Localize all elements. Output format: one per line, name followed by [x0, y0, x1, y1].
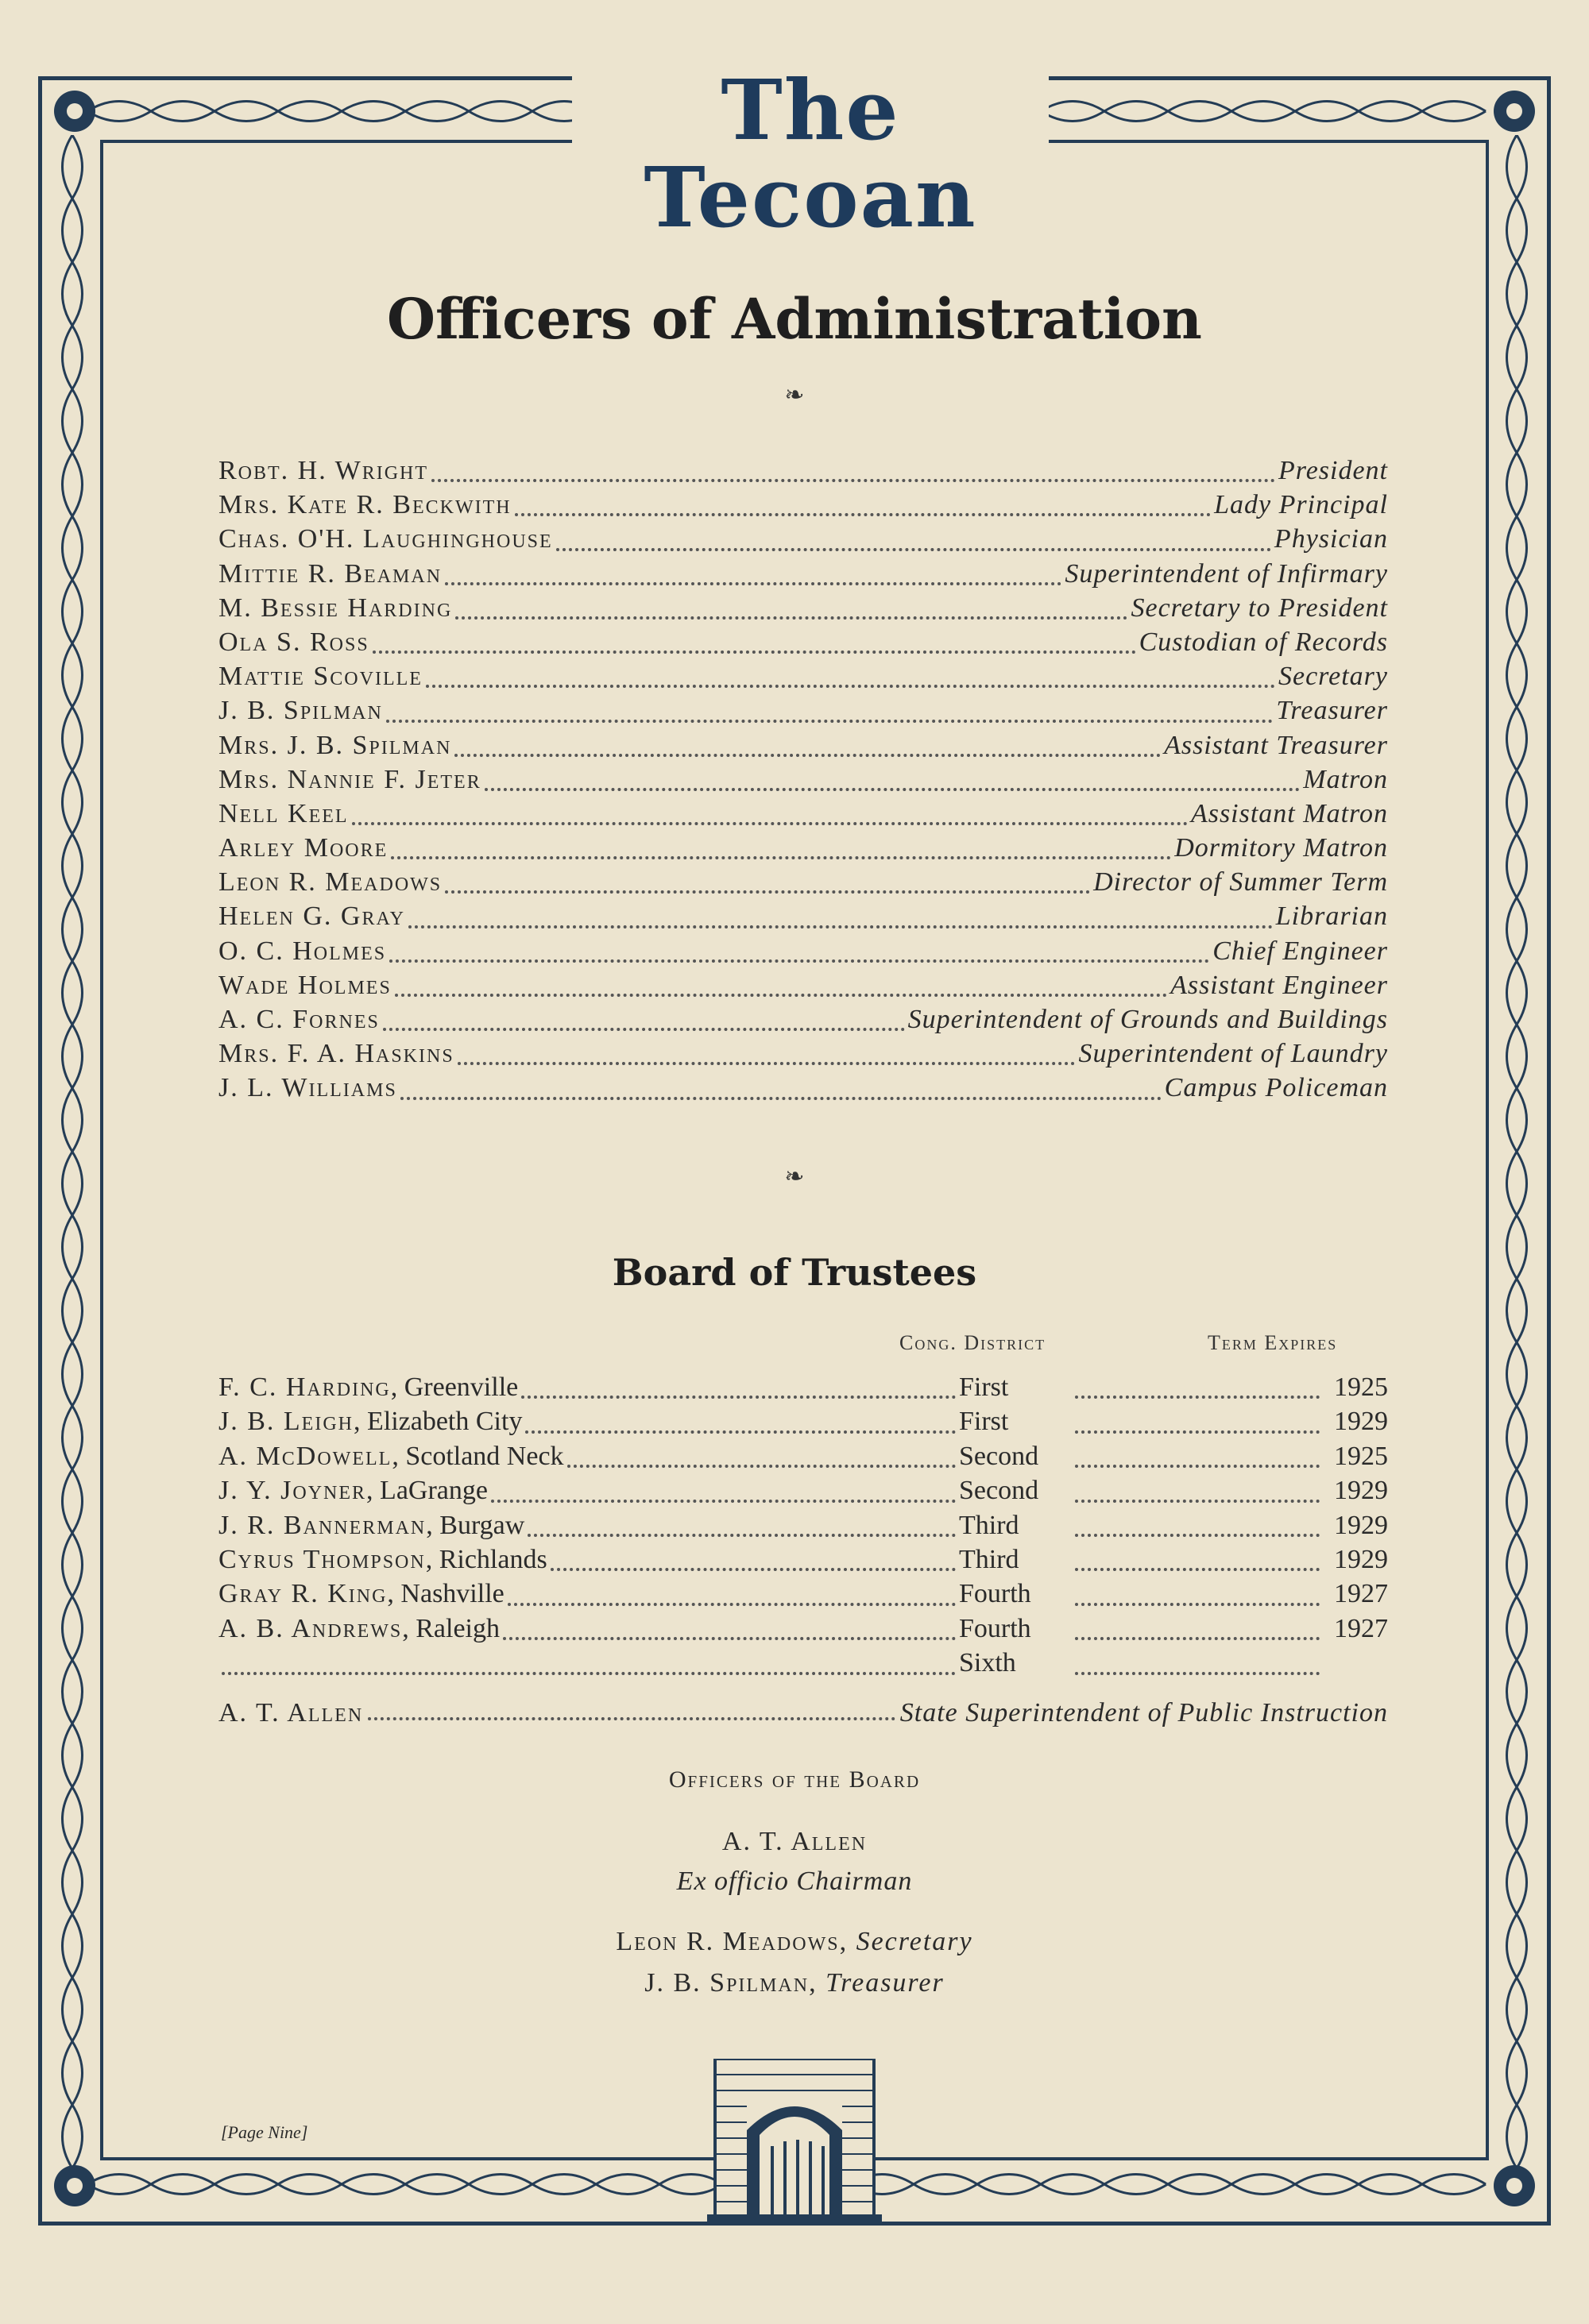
- officer-title: Physician: [1274, 524, 1388, 554]
- dot-leader: [1075, 1634, 1320, 1640]
- officer-name: M. Bessie Harding: [218, 593, 453, 623]
- trustee-place: , Burgaw: [426, 1510, 525, 1540]
- officer-row: [218, 662, 1388, 696]
- dot-leader: [1075, 1565, 1320, 1571]
- officer-name: Ola S. Ross: [218, 627, 369, 657]
- dot-leader: [1075, 1392, 1320, 1399]
- trustee-term-year: 1929: [1334, 1476, 1388, 1506]
- officer-title: President: [1278, 456, 1388, 485]
- trustee-district: Third: [959, 1544, 1019, 1574]
- district-column-header: Cong. District: [899, 1331, 1046, 1354]
- corner-flower-icon: [49, 2160, 100, 2211]
- dot-leader: [1075, 1427, 1320, 1434]
- dot-leader: [1075, 1600, 1320, 1606]
- officer-title: Lady Principal: [1214, 490, 1388, 520]
- trustee-term-year: 1929: [1334, 1407, 1388, 1437]
- trustee-row: [218, 1442, 1388, 1476]
- left-vine-ornament: [46, 135, 99, 2168]
- dot-leader: [508, 1600, 956, 1606]
- trustee-name: J. B. Leigh: [218, 1407, 354, 1437]
- trustee-term-year: 1925: [1334, 1372, 1388, 1402]
- trustee-name-cell: [218, 1511, 524, 1541]
- officer-name: Helen G. Gray: [218, 901, 405, 932]
- officer-row: [218, 593, 1388, 627]
- dot-leader: [1075, 1461, 1320, 1468]
- officer-name: J. L. Williams: [218, 1073, 397, 1103]
- officer-name: Mrs. Nannie F. Jeter: [218, 764, 481, 794]
- chairman-role: Ex officio Chairman: [676, 1867, 913, 1896]
- trustee-name: A. B. Andrews: [218, 1613, 403, 1643]
- officer-title: Superintendent of Grounds and Buildings: [907, 1005, 1388, 1034]
- officer-row: [218, 799, 1388, 833]
- trustee-term-year: 1929: [1334, 1544, 1388, 1574]
- dot-leader: [408, 922, 1273, 928]
- trustee-row: [218, 1476, 1388, 1510]
- officer-name: J. B. Spilman: [218, 696, 383, 726]
- dot-leader: [528, 1531, 956, 1537]
- officer-name: Wade Holmes: [218, 970, 392, 1000]
- officer-title: Treasurer: [1276, 696, 1388, 726]
- trustee-name-cell: [218, 1614, 500, 1644]
- dot-leader: [567, 1461, 956, 1468]
- ex-officio-role: State Superintendent of Public Instruction: [899, 1698, 1388, 1728]
- board-heading: Board of Trustees: [612, 1251, 977, 1294]
- dot-leader: [454, 751, 1161, 757]
- trustee-name: Cyrus Thompson: [218, 1544, 426, 1574]
- trustee-name-cell: [218, 1407, 522, 1437]
- inner-frame: [100, 140, 1489, 2160]
- trustee-district: Second: [959, 1441, 1039, 1471]
- officer-name: Robt. H. Wright: [218, 456, 429, 485]
- trustee-place: , Richlands: [425, 1544, 547, 1574]
- dot-leader: [556, 545, 1271, 551]
- officer-title: Campus Policeman: [1164, 1073, 1388, 1103]
- trustee-name-cell: [218, 1545, 547, 1575]
- dot-leader: [551, 1565, 956, 1571]
- trustee-place: , Scotland Neck: [392, 1441, 564, 1471]
- dot-leader: [383, 1025, 905, 1031]
- trustee-name: Gray R. King: [218, 1579, 388, 1609]
- fleuron-icon: ❧: [784, 382, 805, 408]
- trustee-name-cell: [218, 1372, 518, 1403]
- doorway-illustration: [699, 2059, 890, 2226]
- officer-row: [218, 490, 1388, 524]
- officer-name: O. C. Holmes: [218, 936, 387, 966]
- corner-flower-icon: [49, 86, 100, 137]
- trustee-name: F. C. Harding: [218, 1372, 391, 1402]
- trustee-district: First: [959, 1372, 1009, 1402]
- trustee-row: [218, 1579, 1388, 1613]
- officer-title: Matron: [1303, 764, 1388, 794]
- corner-flower-icon: [1489, 86, 1540, 137]
- trustee-name: J. R. Bannerman: [218, 1510, 427, 1540]
- officer-row: [218, 765, 1388, 799]
- officer-name: Arley Moore: [218, 833, 389, 863]
- dot-leader: [386, 716, 1274, 723]
- trustee-district: Second: [959, 1476, 1039, 1506]
- dot-leader: [445, 579, 1061, 585]
- officer-row: [218, 971, 1388, 1005]
- officer-title: Assistant Engineer: [1170, 970, 1388, 1000]
- trustee-place: , Elizabeth City: [354, 1407, 523, 1437]
- trustee-name-cell: [218, 1442, 564, 1472]
- officer-row: [218, 627, 1388, 662]
- trustee-district: Sixth: [959, 1648, 1016, 1678]
- officer-title: Superintendent of Infirmary: [1065, 558, 1388, 589]
- dot-leader: [426, 681, 1275, 688]
- officer-name: Mittie R. Beaman: [218, 558, 443, 589]
- trustee-row: [218, 1407, 1388, 1441]
- trustee-place: , Greenville: [390, 1372, 519, 1402]
- dot-leader: [368, 1714, 895, 1720]
- dot-leader: [521, 1392, 956, 1399]
- trustee-place: , LaGrange: [366, 1476, 488, 1506]
- dot-leader: [1075, 1669, 1320, 1675]
- trustee-district: First: [959, 1407, 1009, 1437]
- masthead-title: The Tecoan: [572, 67, 1049, 154]
- secretary-role: Secretary: [856, 1927, 973, 1956]
- officer-name: Mrs. J. B. Spilman: [218, 730, 452, 760]
- dot-leader: [1075, 1496, 1320, 1503]
- dot-leader: [352, 819, 1188, 825]
- officer-row: [218, 1073, 1388, 1107]
- officer-title: Assistant Matron: [1190, 798, 1388, 828]
- dot-leader: [400, 1094, 1162, 1100]
- trustee-place: , Raleigh: [402, 1613, 501, 1643]
- dot-leader: [485, 785, 1301, 791]
- officer-name: Mrs. Kate R. Beckwith: [218, 490, 512, 520]
- officer-name: Chas. O'H. Laughinghouse: [218, 524, 553, 554]
- officer-title: Superintendent of Laundry: [1078, 1039, 1388, 1069]
- trustee-term-year: 1925: [1334, 1441, 1388, 1471]
- officer-name: Mattie Scoville: [218, 662, 423, 692]
- trustee-name-cell: [218, 1579, 505, 1609]
- officer-row: [218, 696, 1388, 730]
- dot-leader: [389, 956, 1209, 963]
- dot-leader: [391, 853, 1171, 859]
- officer-row: [218, 524, 1388, 558]
- trustee-row: [218, 1648, 1388, 1682]
- trustee-name: A. McDowell: [218, 1441, 392, 1471]
- trustee-term-year: 1927: [1334, 1579, 1388, 1609]
- officer-title: Chief Engineer: [1212, 936, 1388, 966]
- trustee-name-cell: [218, 1476, 488, 1506]
- dot-leader: [503, 1634, 956, 1640]
- officer-name: Leon R. Meadows: [218, 867, 443, 898]
- officers-heading: Officers of Administration: [387, 286, 1202, 352]
- trustee-district: Fourth: [959, 1613, 1031, 1643]
- dot-leader: [458, 1059, 1076, 1065]
- trustees-list: [218, 1372, 1388, 1683]
- officer-row: [218, 731, 1388, 765]
- trustee-place: , Nashville: [387, 1579, 505, 1609]
- dot-leader: [373, 647, 1136, 654]
- trustee-district: Third: [959, 1510, 1019, 1540]
- trustee-row: [218, 1545, 1388, 1579]
- term-column-header: Term Expires: [1208, 1331, 1338, 1354]
- officers-list: [218, 456, 1388, 1108]
- trustee-term-year: 1927: [1334, 1613, 1388, 1643]
- dot-leader: [395, 990, 1167, 997]
- dot-leader: [1075, 1531, 1320, 1537]
- dot-leader: [222, 1669, 956, 1675]
- trustee-row: [218, 1372, 1388, 1407]
- trustee-term-year: 1929: [1334, 1510, 1388, 1540]
- officer-title: Secretary to President: [1131, 593, 1388, 623]
- officer-name: Nell Keel: [218, 798, 349, 828]
- treasurer-name: J. B. Spilman: [644, 1968, 810, 1998]
- treasurer-role: Treasurer: [825, 1968, 945, 1998]
- trustee-name: J. Y. Joyner: [218, 1476, 367, 1506]
- dot-leader: [431, 476, 1275, 482]
- dot-leader: [515, 510, 1211, 516]
- officer-title: Custodian of Records: [1139, 627, 1388, 657]
- officer-title: Secretary: [1278, 662, 1388, 692]
- dot-leader: [455, 613, 1127, 620]
- trustee-district: Fourth: [959, 1579, 1031, 1609]
- treasurer-line: J. B. Spilman, Treasurer: [644, 1968, 945, 1998]
- ex-officio-name: A. T. Allen: [218, 1698, 364, 1728]
- ex-officio-row: [218, 1698, 1388, 1728]
- secretary-name: Leon R. Meadows: [616, 1927, 840, 1956]
- officer-row: [218, 1039, 1388, 1073]
- fleuron-icon: ❧: [784, 1164, 805, 1190]
- officer-title: Dormitory Matron: [1174, 833, 1388, 863]
- officer-row: [218, 833, 1388, 867]
- officer-row: [218, 867, 1388, 901]
- officer-title: Assistant Treasurer: [1164, 730, 1388, 760]
- right-vine-ornament: [1490, 135, 1543, 2168]
- trustee-row: [218, 1614, 1388, 1648]
- secretary-line: Leon R. Meadows, Secretary: [616, 1927, 973, 1956]
- officer-row: [218, 936, 1388, 971]
- officer-row: [218, 559, 1388, 593]
- officer-row: [218, 901, 1388, 936]
- officer-title: Librarian: [1275, 901, 1388, 932]
- chairman-name: A. T. Allen: [721, 1827, 868, 1856]
- corner-flower-icon: [1489, 2160, 1540, 2211]
- officer-name: A. C. Fornes: [218, 1005, 380, 1034]
- officer-row: [218, 1005, 1388, 1039]
- page-number: [Page Nine]: [221, 2122, 308, 2142]
- officers-of-board-heading: Officers of the Board: [668, 1766, 921, 1793]
- officer-name: Mrs. F. A. Haskins: [218, 1039, 454, 1069]
- dot-leader: [445, 887, 1090, 894]
- officer-row: [218, 456, 1388, 490]
- officer-title: Director of Summer Term: [1093, 867, 1388, 898]
- trustee-row: [218, 1511, 1388, 1545]
- dot-leader: [525, 1427, 956, 1434]
- dot-leader: [491, 1496, 956, 1503]
